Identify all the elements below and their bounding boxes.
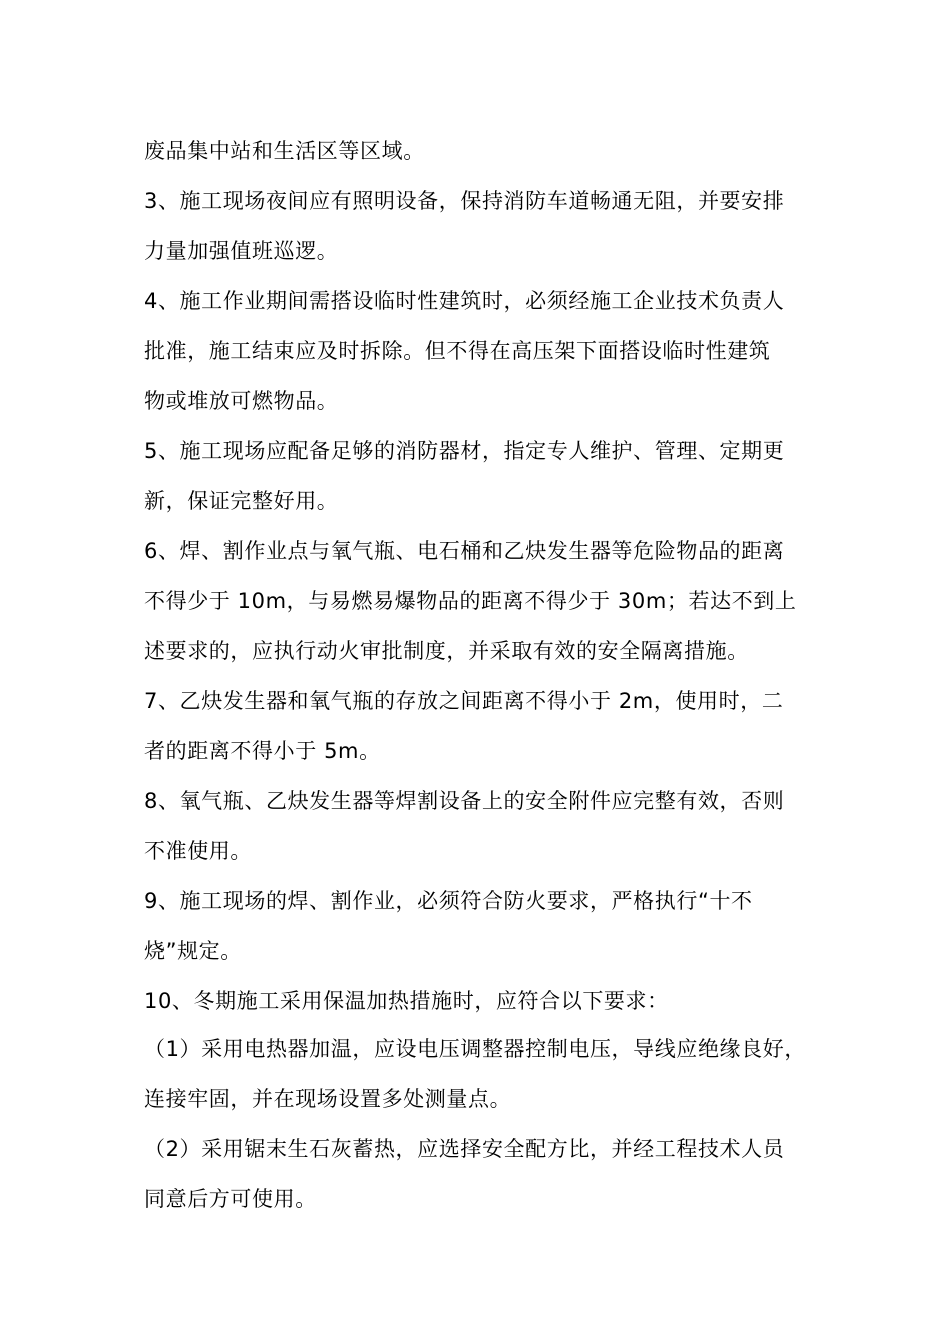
text-line: 者的距离不得小于 5m。 bbox=[144, 739, 381, 763]
text-line: 物或堆放可燃物品。 bbox=[144, 389, 339, 413]
text-line: 新，保证完整好用。 bbox=[144, 489, 339, 513]
text-line: 5、施工现场应配备足够的消防器材，指定专人维护、管理、定期更 bbox=[144, 439, 785, 463]
text-line: 9、施工现场的焊、割作业，必须符合防火要求，严格执行“十不 bbox=[144, 889, 753, 913]
text-line: 批准，施工结束应及时拆除。但不得在高压架下面搭设临时性建筑 bbox=[144, 339, 771, 363]
text-line: 同意后方可使用。 bbox=[144, 1187, 317, 1211]
text-line: 7、乙炔发生器和氧气瓶的存放之间距离不得小于 2m，使用时，二 bbox=[144, 689, 784, 713]
text-line: 4、施工作业期间需搭设临时性建筑时，必须经施工企业技术负责人 bbox=[144, 289, 785, 313]
text-line: 不准使用。 bbox=[144, 839, 252, 863]
text-line: 述要求的，应执行动火审批制度，并采取有效的安全隔离措施。 bbox=[144, 639, 749, 663]
text-line: 废品集中站和生活区等区域。 bbox=[144, 139, 425, 163]
text-line: 3、施工现场夜间应有照明设备，保持消防车道畅通无阻，并要安排 bbox=[144, 189, 785, 213]
text-line: 8、氧气瓶、乙炔发生器等焊割设备上的安全附件应完整有效，否则 bbox=[144, 789, 785, 813]
text-line: 10、冬期施工采用保温加热措施时，应符合以下要求： bbox=[144, 989, 669, 1013]
text-line: 烧”规定。 bbox=[144, 939, 242, 963]
text-line: （1）采用电热器加温，应设电压调整器控制电压，导线应绝缘良好， bbox=[144, 1037, 806, 1061]
text-line: 力量加强值班巡逻。 bbox=[144, 239, 339, 263]
text-line: （2）采用锯末生石灰蓄热，应选择安全配方比，并经工程技术人员 bbox=[144, 1137, 785, 1161]
text-line: 不得少于 10m，与易燃易爆物品的距离不得少于 30m；若达不到上 bbox=[144, 589, 797, 613]
text-line: 连接牢固，并在现场设置多处测量点。 bbox=[144, 1087, 512, 1111]
text-line: 6、焊、割作业点与氧气瓶、电石桶和乙炔发生器等危险物品的距离 bbox=[144, 539, 785, 563]
